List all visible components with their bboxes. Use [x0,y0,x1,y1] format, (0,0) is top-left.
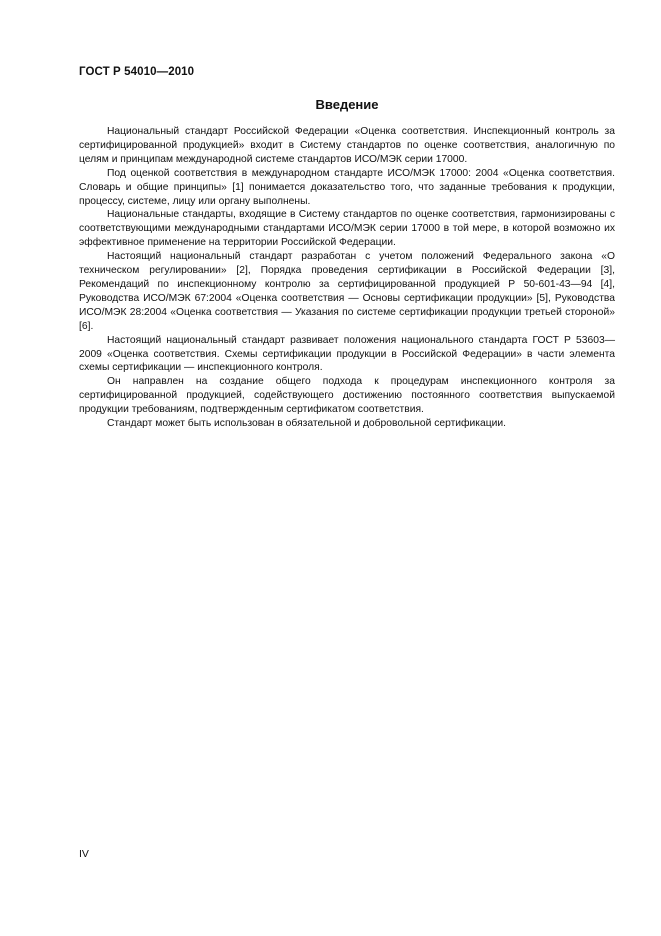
paragraph-6: Он направлен на создание общего подхода к процедурам инспекционного контроля за сертифицированной продукцией, содействующего достижению постоянного соответствия выпускаемой продукции требованиям, подтвержденным сертификатом соответствия. [79,376,615,416]
paragraph-3: Национальные стандарты, входящие в Систему стандартов по оценке соответствия, гармонизированы с соответствующими международными стандартами ИСО/МЭК серии 17000 в той мере, в которой возможно их эффективное применение на территории Российской Федерации. [79,209,615,249]
paragraph-1: Национальный стандарт Российской Федерации «Оценка соответствия. Инспекционный контроль за сертифицированной продукцией» входит в Систему стандартов по оценке соответствия, аналогичную по целям и принципам международной системе стандартов ИСО/МЭК серии 17000. [79,126,615,165]
paragraph-4: Настоящий национальный стандарт разработан с учетом положений Федерального закона «О техническом регулировании» [2], Порядка проведения сертификации в Российской Федерации [3], Рекомендаций по инспекционному контролю за сертифицированной продукцией Р 50-601-43—94 [4], Руководства ИСО/МЭК 67:2004 «Оценка соответствия — Основы сертификации продукции» [5], Руководства ИСО/МЭК 28:2004 «Оценка соответствия — Указания по системе сертификации продукции третьей стороной» [6]. [79,251,615,332]
page-number: IV [79,848,89,860]
document-code: ГОСТ Р 54010—2010 [79,66,195,78]
body-text [79,125,615,431]
paragraph-2: Под оценкой соответствия в международном стандарте ИСО/МЭК 17000: 2004 «Оценка соответствия. Словарь и общие принципы» [1] понимается доказательство того, что заданные требования к продукции, процессу, системе, лицу или органу выполнены. [79,167,615,207]
paragraph-5: Настоящий национальный стандарт развивает положения национального стандарта ГОСТ Р 53603—2009 «Оценка соответствия. Схемы сертификации продукции в Российской Федерации» в части элемента схемы сертификации — инспекционного контроля. [79,334,615,374]
section-title: Введение [315,97,379,112]
paragraph-7: Стандарт может быть использован в обязательной и добровольной сертификации. [107,418,506,430]
